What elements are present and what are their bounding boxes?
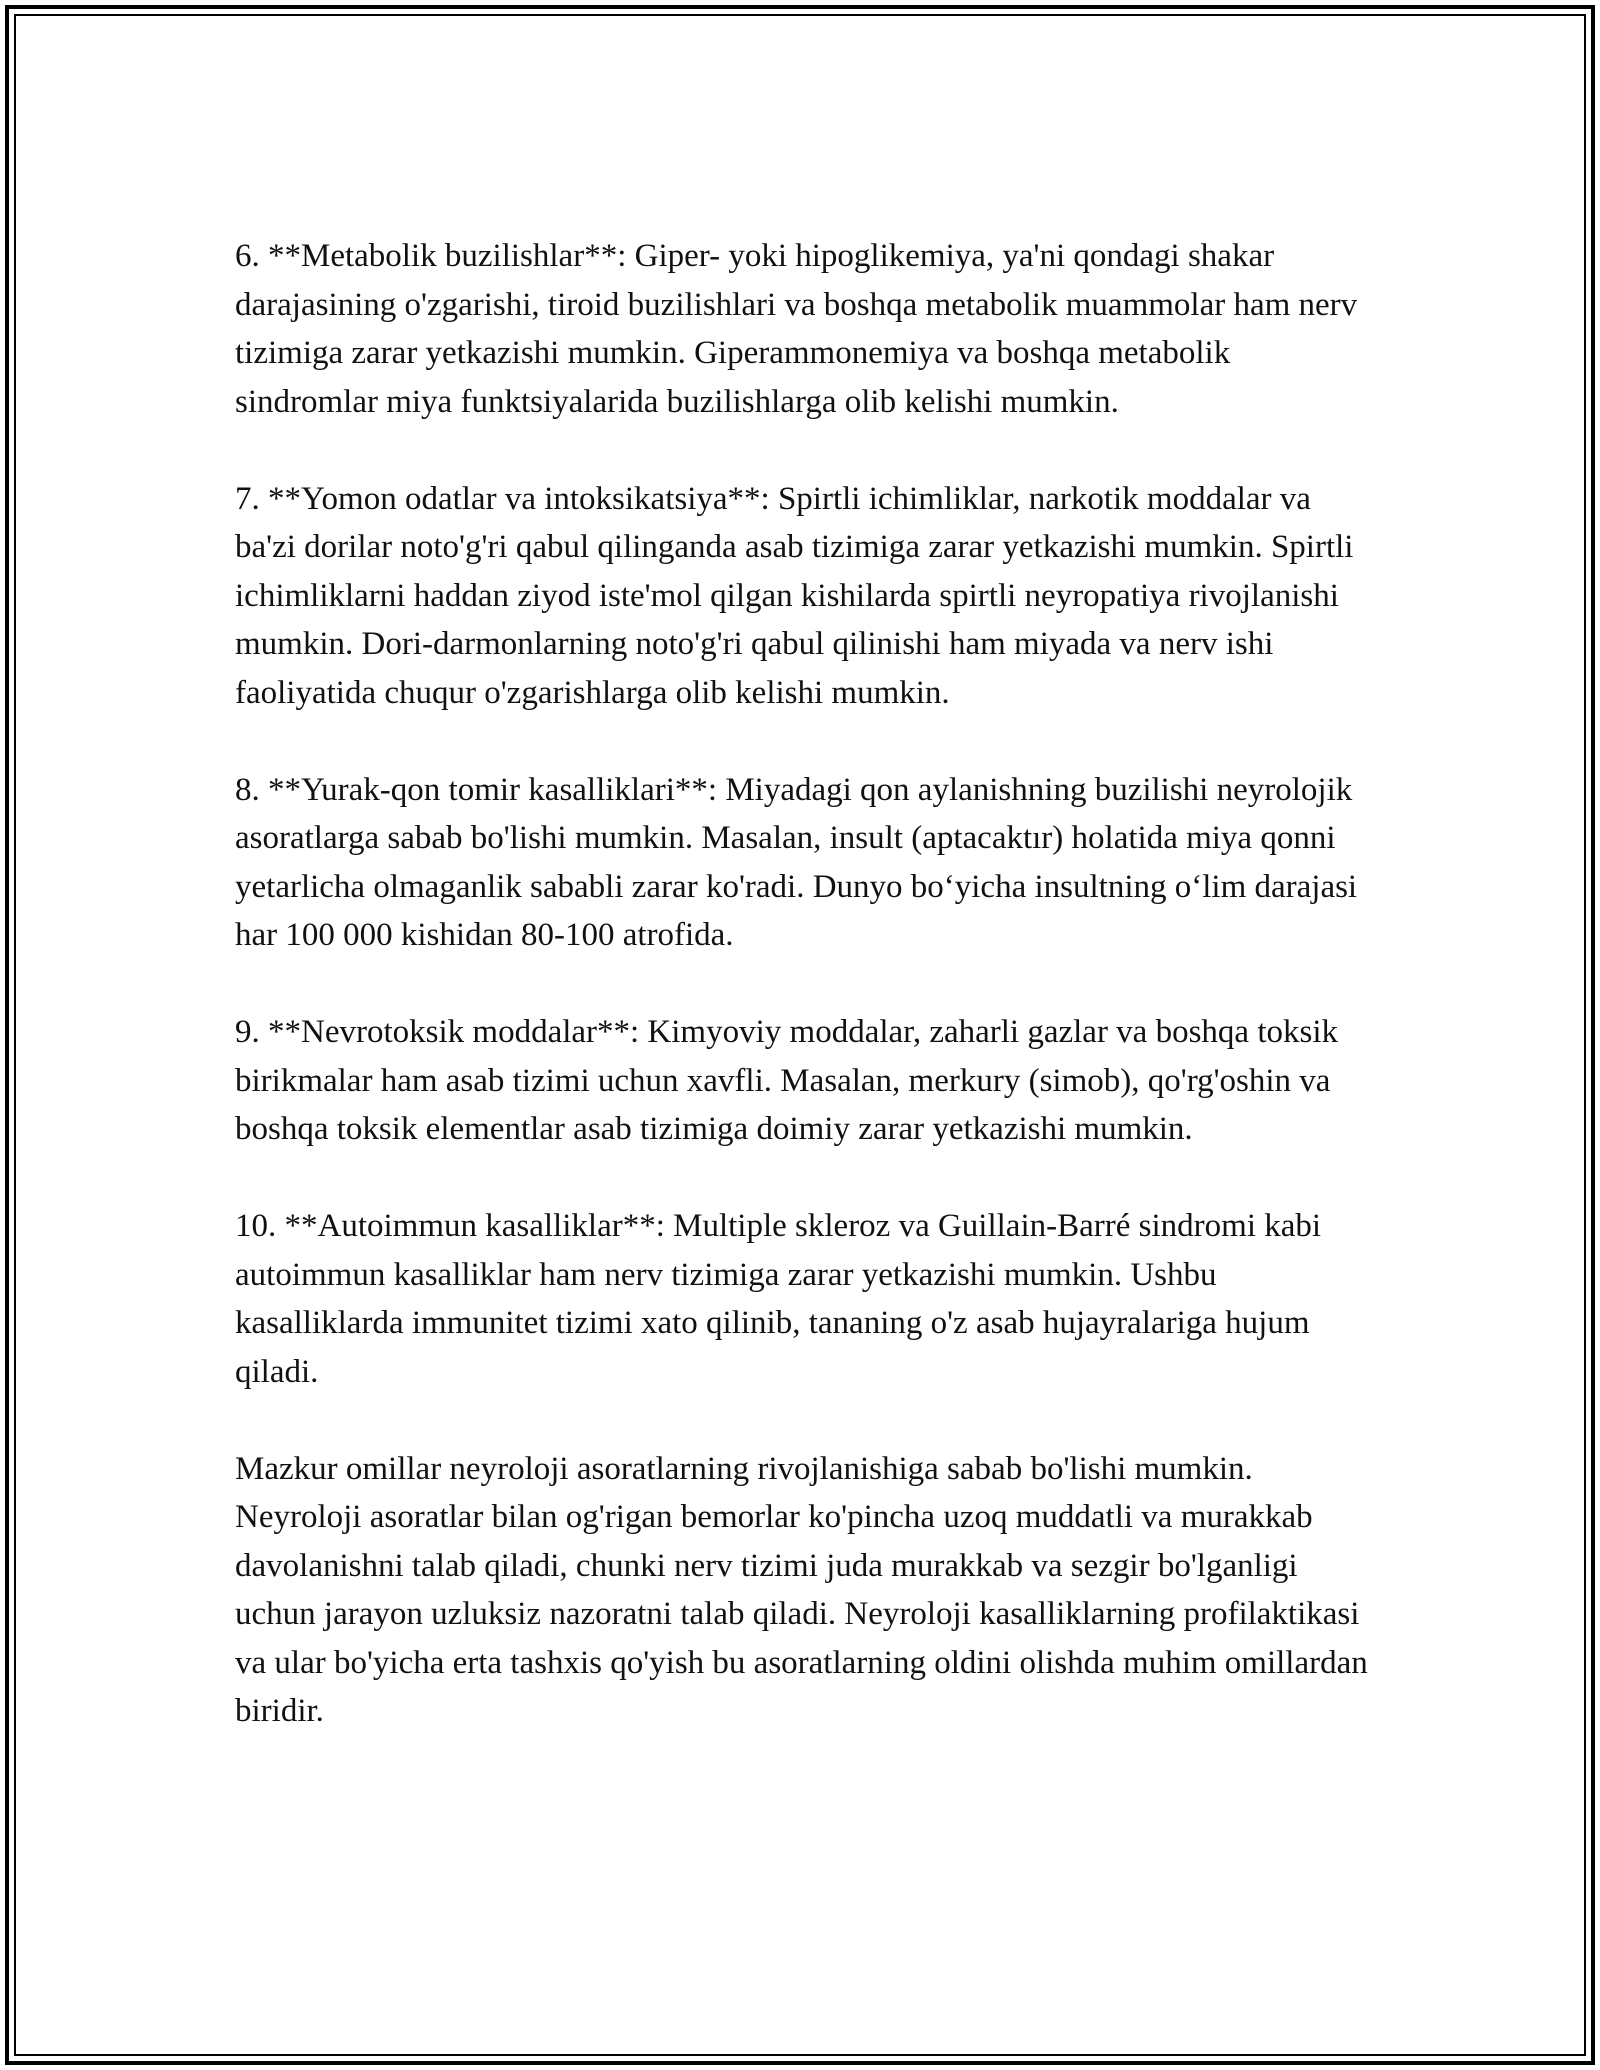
paragraph-neurotoxic-substances: 9. **Nevrotoksik moddalar**: Kimyoviy moddalar, zaharli gazlar va boshqa toksik birikmalar ham asab tizimi uchun xavfli. Masalan, merkury (simob), qo'rg'oshin va boshqa toksik elementlar asab tizimiga doimiy zarar yetkazishi mumkin. bbox=[235, 1014, 1339, 1147]
paragraph-bad-habits-intoxication: 7. **Yomon odatlar va intoksikatsiya**: Spirtli ichimliklar, narkotik moddalar va ba'zi dorilar noto'g'ri qabul qilinganda asab tizimiga zarar yetkazishi mumkin. Spirtli ichimliklarni haddan ziyod iste'mol qilgan kishilarda spirtli neyropatiya rivojlanishi mumkin. Dori-darmonlarning noto'g'ri qabul qilinishi ham miyada va nerv ishi faoliyatida chuqur o'zgarishlarga olib kelishi mumkin. bbox=[235, 480, 1354, 711]
paragraph-conclusion: Mazkur omillar neyroloji asoratlarning rivojlanishiga sabab bo'lishi mumkin. Neyroloji asoratlar bilan og'rigan bemorlar ko'pincha uzoq muddatli va murakkab davolanishni talab qiladi, chunki nerv tizimi juda murakkab va sezgir bo'lganligi uchun jarayon uzluksiz nazoratni talab qiladi. Neyroloji kasalliklarning profilaktikasi va ular bo'yicha erta tashxis qo'yish bu asoratlarning oldini olishda muhim omillardan biridir. bbox=[235, 1450, 1368, 1729]
document-body bbox=[235, 232, 1370, 1736]
paragraph-metabolic-disorders: 6. **Metabolik buzilishlar**: Giper- yoki hipoglikemiya, ya'ni qondagi shakar darajasining o'zgarishi, tiroid buzilishlari va boshqa metabolik muammolar ham nerv tizimiga zarar yetkazishi mumkin. Giperammonemiya va boshqa metabolik sindromlar miya funktsiyalarida buzilishlarga olib kelishi mumkin. bbox=[235, 238, 1358, 420]
paragraph-autoimmune-diseases: 10. **Autoimmun kasalliklar**: Multiple skleroz va Guillain-Barré sindromi kabi autoimmun kasalliklar ham nerv tizimiga zarar yetkazishi mumkin. Ushbu kasalliklarda immunitet tizimi xato qilinib, tananing o'z asab hujayralariga hujum qiladi. bbox=[235, 1208, 1322, 1390]
paragraph-cardiovascular-diseases: 8. **Yurak-qon tomir kasalliklari**: Miyadagi qon aylanishning buzilishi neyrolojik asoratlarga sabab bo'lishi mumkin. Masalan, insult (aptacaktır) holatida miya qonni yetarlicha olmaganlik sababli zarar ko'radi. Dunyo bo‘yicha insultning o‘lim darajasi har 100 000 kishidan 80-100 atrofida. bbox=[235, 771, 1358, 953]
